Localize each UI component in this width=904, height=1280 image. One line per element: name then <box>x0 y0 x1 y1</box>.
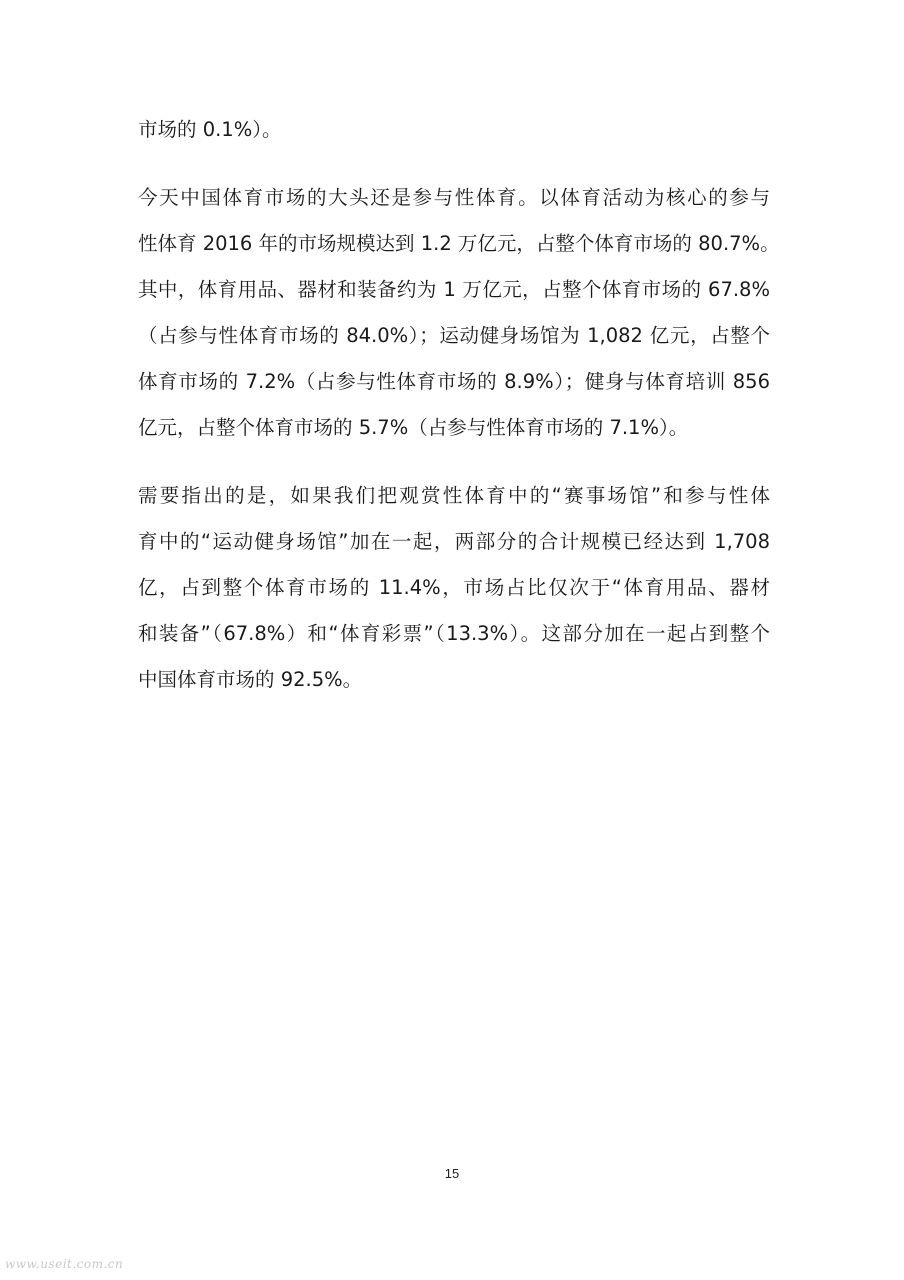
body-text <box>138 107 780 703</box>
text-line: 今天中国体育市场的大头还是参与性体育。以体育活动为核心的参与 <box>138 186 770 209</box>
text-line: 市场的 0.1%）。 <box>138 118 282 141</box>
text-line: 亿元，占整个体育市场的 5.7%（占参与性体育市场的 7.1%）。 <box>138 416 689 439</box>
text-line: 性体育 2016 年的市场规模达到 1.2 万亿元，占整个体育市场的 80.7%。 <box>138 232 780 255</box>
text-line: 亿，占到整个体育市场的 11.4%，市场占比仅次于“体育用品、器材 <box>138 576 770 599</box>
text-line: 其中，体育用品、器材和装备约为 1 万亿元，占整个体育市场的 67.8% <box>138 278 770 301</box>
text-line: （占参与性体育市场的 84.0%）；运动健身场馆为 1,082 亿元，占整个 <box>138 324 770 347</box>
paragraph-2 <box>138 175 780 451</box>
text-line: 需要指出的是，如果我们把观赏性体育中的“赛事场馆”和参与性体 <box>138 484 770 507</box>
text-line: 体育市场的 7.2%（占参与性体育市场的 8.9%）；健身与体育培训 856 <box>138 370 770 393</box>
text-line: 中国体育市场的 92.5%。 <box>138 668 363 691</box>
text-line: 和装备”（67.8%）和“体育彩票”（13.3%）。这部分加在一起占到整个 <box>138 622 770 645</box>
watermark: www.useit.com.cn <box>5 1257 124 1271</box>
paragraph-3 <box>138 473 770 703</box>
page-number: 15 <box>444 1166 460 1181</box>
text-line: 育中的“运动健身场馆”加在一起，两部分的合计规模已经达到 1,708 <box>138 530 770 553</box>
paragraph-1 <box>138 107 770 153</box>
